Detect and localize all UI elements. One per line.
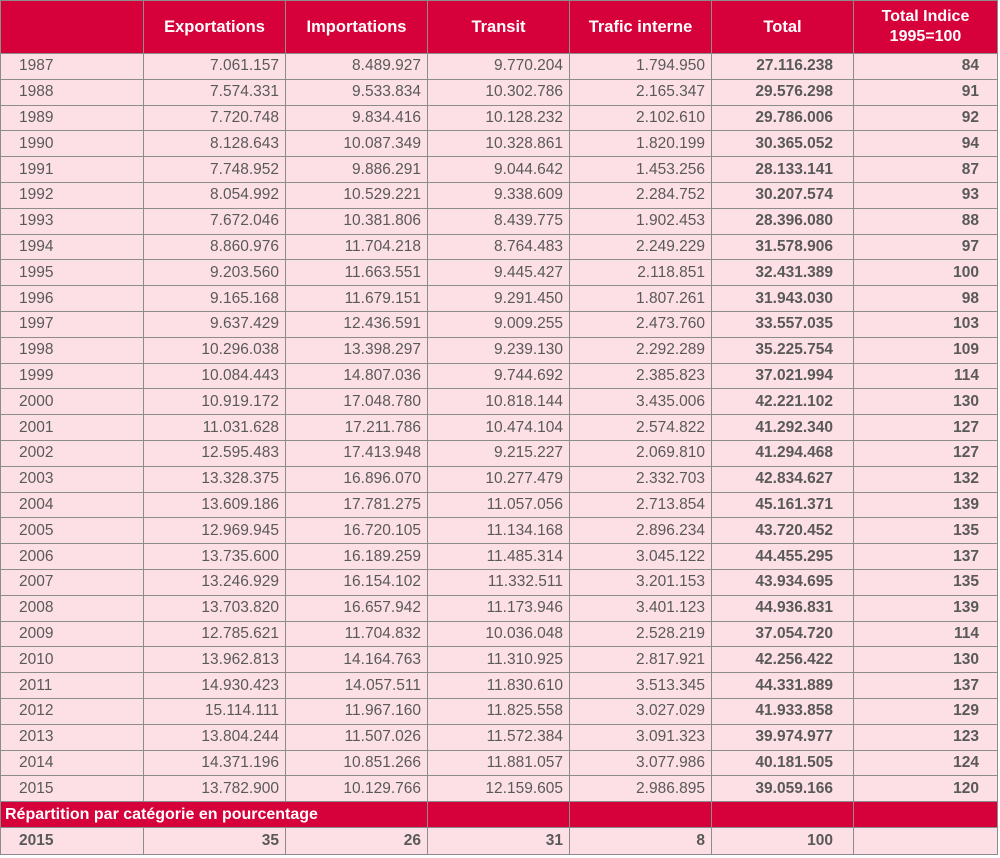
table-row xyxy=(1,79,998,105)
row-total-index-cell: 124 xyxy=(854,750,998,776)
table-row xyxy=(1,157,998,183)
row-imports-cell: 17.048.780 xyxy=(286,389,428,415)
table-row xyxy=(1,673,998,699)
row-imports-cell: 11.967.160 xyxy=(286,698,428,724)
row-total-cell: 44.936.831 xyxy=(712,595,854,621)
row-total-cell: 35.225.754 xyxy=(712,337,854,363)
row-year-cell: 2002 xyxy=(1,440,144,466)
row-exports-cell: 13.962.813 xyxy=(144,647,286,673)
row-transit-cell: 11.134.168 xyxy=(428,518,570,544)
row-total-index-cell: 139 xyxy=(854,492,998,518)
row-internal-traffic-cell: 2.817.921 xyxy=(570,647,712,673)
row-exports-cell: 13.782.900 xyxy=(144,776,286,802)
row-total-cell: 33.557.035 xyxy=(712,311,854,337)
row-total-cell: 30.207.574 xyxy=(712,182,854,208)
row-year-cell: 2005 xyxy=(1,518,144,544)
percent-index-cell xyxy=(854,828,998,855)
row-total-index-cell: 129 xyxy=(854,698,998,724)
row-imports-cell: 11.679.151 xyxy=(286,286,428,312)
row-internal-traffic-cell: 2.528.219 xyxy=(570,621,712,647)
row-transit-cell: 9.445.427 xyxy=(428,260,570,286)
row-transit-cell: 11.830.610 xyxy=(428,673,570,699)
table-body xyxy=(1,54,998,855)
row-internal-traffic-cell: 2.896.234 xyxy=(570,518,712,544)
row-total-cell: 39.974.977 xyxy=(712,724,854,750)
row-exports-cell: 8.860.976 xyxy=(144,234,286,260)
row-internal-traffic-cell: 2.713.854 xyxy=(570,492,712,518)
row-total-index-cell: 98 xyxy=(854,286,998,312)
header-total-index xyxy=(854,1,998,54)
table-row xyxy=(1,260,998,286)
row-internal-traffic-cell: 3.077.986 xyxy=(570,750,712,776)
row-year-cell: 2012 xyxy=(1,698,144,724)
section-empty-cell xyxy=(712,802,854,828)
table-row xyxy=(1,234,998,260)
header-transit: Transit xyxy=(428,1,570,54)
row-total-index-cell: 139 xyxy=(854,595,998,621)
row-total-index-cell: 103 xyxy=(854,311,998,337)
row-total-index-cell: 123 xyxy=(854,724,998,750)
row-transit-cell: 10.474.104 xyxy=(428,415,570,441)
row-total-index-cell: 135 xyxy=(854,569,998,595)
row-total-cell: 39.059.166 xyxy=(712,776,854,802)
row-internal-traffic-cell: 3.401.123 xyxy=(570,595,712,621)
row-transit-cell: 10.818.144 xyxy=(428,389,570,415)
row-total-cell: 30.365.052 xyxy=(712,131,854,157)
row-total-index-cell: 84 xyxy=(854,54,998,80)
table-row xyxy=(1,363,998,389)
row-exports-cell: 7.574.331 xyxy=(144,79,286,105)
row-total-cell: 31.578.906 xyxy=(712,234,854,260)
row-year-cell: 2011 xyxy=(1,673,144,699)
percent-transit-cell: 31 xyxy=(428,828,570,855)
row-total-index-cell: 120 xyxy=(854,776,998,802)
row-exports-cell: 15.114.111 xyxy=(144,698,286,724)
row-total-index-cell: 91 xyxy=(854,79,998,105)
header-internal-traffic: Trafic interne xyxy=(570,1,712,54)
row-transit-cell: 9.744.692 xyxy=(428,363,570,389)
row-internal-traffic-cell: 2.284.752 xyxy=(570,182,712,208)
row-total-cell: 44.331.889 xyxy=(712,673,854,699)
row-year-cell: 2006 xyxy=(1,544,144,570)
row-total-cell: 41.933.858 xyxy=(712,698,854,724)
table-row xyxy=(1,131,998,157)
row-total-index-cell: 135 xyxy=(854,518,998,544)
row-transit-cell: 8.439.775 xyxy=(428,208,570,234)
row-year-cell: 1988 xyxy=(1,79,144,105)
row-exports-cell: 10.084.443 xyxy=(144,363,286,389)
row-transit-cell: 10.036.048 xyxy=(428,621,570,647)
row-total-index-cell: 92 xyxy=(854,105,998,131)
row-transit-cell: 10.302.786 xyxy=(428,79,570,105)
row-total-index-cell: 109 xyxy=(854,337,998,363)
row-exports-cell: 9.637.429 xyxy=(144,311,286,337)
table-row xyxy=(1,440,998,466)
row-total-cell: 29.576.298 xyxy=(712,79,854,105)
row-total-cell: 27.116.238 xyxy=(712,54,854,80)
row-year-cell: 2009 xyxy=(1,621,144,647)
row-imports-cell: 10.381.806 xyxy=(286,208,428,234)
row-year-cell: 2003 xyxy=(1,466,144,492)
row-transit-cell: 11.485.314 xyxy=(428,544,570,570)
row-total-cell: 31.943.030 xyxy=(712,286,854,312)
row-transit-cell: 9.009.255 xyxy=(428,311,570,337)
row-year-cell: 2010 xyxy=(1,647,144,673)
row-total-index-cell: 130 xyxy=(854,647,998,673)
section-empty-cell xyxy=(854,802,998,828)
table-row xyxy=(1,776,998,802)
row-imports-cell: 16.154.102 xyxy=(286,569,428,595)
percent-row xyxy=(1,828,998,855)
row-total-index-cell: 114 xyxy=(854,621,998,647)
row-transit-cell: 10.328.861 xyxy=(428,131,570,157)
header-imports: Importations xyxy=(286,1,428,54)
row-exports-cell: 8.128.643 xyxy=(144,131,286,157)
row-total-cell: 43.934.695 xyxy=(712,569,854,595)
row-imports-cell: 11.663.551 xyxy=(286,260,428,286)
row-exports-cell: 7.748.952 xyxy=(144,157,286,183)
row-exports-cell: 9.203.560 xyxy=(144,260,286,286)
row-year-cell: 2008 xyxy=(1,595,144,621)
row-total-cell: 29.786.006 xyxy=(712,105,854,131)
row-transit-cell: 12.159.605 xyxy=(428,776,570,802)
table-row xyxy=(1,595,998,621)
row-exports-cell: 12.785.621 xyxy=(144,621,286,647)
row-total-index-cell: 137 xyxy=(854,673,998,699)
row-exports-cell: 13.804.244 xyxy=(144,724,286,750)
row-internal-traffic-cell: 1.820.199 xyxy=(570,131,712,157)
percent-exports-cell: 35 xyxy=(144,828,286,855)
row-year-cell: 1999 xyxy=(1,363,144,389)
header-total-index-line2: 1995=100 xyxy=(889,28,962,45)
row-transit-cell: 8.764.483 xyxy=(428,234,570,260)
row-internal-traffic-cell: 2.069.810 xyxy=(570,440,712,466)
row-exports-cell: 7.720.748 xyxy=(144,105,286,131)
row-imports-cell: 17.211.786 xyxy=(286,415,428,441)
row-transit-cell: 9.338.609 xyxy=(428,182,570,208)
row-exports-cell: 14.371.196 xyxy=(144,750,286,776)
row-imports-cell: 9.886.291 xyxy=(286,157,428,183)
row-internal-traffic-cell: 3.027.029 xyxy=(570,698,712,724)
row-internal-traffic-cell: 1.807.261 xyxy=(570,286,712,312)
table-row xyxy=(1,621,998,647)
row-imports-cell: 16.189.259 xyxy=(286,544,428,570)
row-transit-cell: 11.310.925 xyxy=(428,647,570,673)
row-transit-cell: 11.332.511 xyxy=(428,569,570,595)
row-transit-cell: 9.044.642 xyxy=(428,157,570,183)
row-year-cell: 2007 xyxy=(1,569,144,595)
row-imports-cell: 11.704.218 xyxy=(286,234,428,260)
row-transit-cell: 11.572.384 xyxy=(428,724,570,750)
row-internal-traffic-cell: 1.902.453 xyxy=(570,208,712,234)
table-row xyxy=(1,337,998,363)
table-row xyxy=(1,415,998,441)
row-imports-cell: 10.851.266 xyxy=(286,750,428,776)
row-total-index-cell: 88 xyxy=(854,208,998,234)
row-year-cell: 1997 xyxy=(1,311,144,337)
row-year-cell: 2013 xyxy=(1,724,144,750)
row-transit-cell: 10.277.479 xyxy=(428,466,570,492)
table-row xyxy=(1,389,998,415)
row-year-cell: 1993 xyxy=(1,208,144,234)
row-internal-traffic-cell: 2.385.823 xyxy=(570,363,712,389)
row-exports-cell: 12.969.945 xyxy=(144,518,286,544)
row-imports-cell: 10.087.349 xyxy=(286,131,428,157)
row-year-cell: 2001 xyxy=(1,415,144,441)
header-total-index-line1: Total Indice xyxy=(881,8,970,25)
row-exports-cell: 7.061.157 xyxy=(144,54,286,80)
row-transit-cell: 9.770.204 xyxy=(428,54,570,80)
row-total-index-cell: 94 xyxy=(854,131,998,157)
row-internal-traffic-cell: 1.453.256 xyxy=(570,157,712,183)
row-total-cell: 42.221.102 xyxy=(712,389,854,415)
table-row xyxy=(1,724,998,750)
row-internal-traffic-cell: 3.435.006 xyxy=(570,389,712,415)
percent-internal-traffic-cell: 8 xyxy=(570,828,712,855)
row-exports-cell: 12.595.483 xyxy=(144,440,286,466)
row-year-cell: 1990 xyxy=(1,131,144,157)
row-year-cell: 2004 xyxy=(1,492,144,518)
row-imports-cell: 11.507.026 xyxy=(286,724,428,750)
row-exports-cell: 14.930.423 xyxy=(144,673,286,699)
table-row xyxy=(1,647,998,673)
row-exports-cell: 13.246.929 xyxy=(144,569,286,595)
row-imports-cell: 9.533.834 xyxy=(286,79,428,105)
row-total-index-cell: 130 xyxy=(854,389,998,415)
row-year-cell: 2000 xyxy=(1,389,144,415)
row-transit-cell: 10.128.232 xyxy=(428,105,570,131)
table-row xyxy=(1,750,998,776)
row-total-cell: 32.431.389 xyxy=(712,260,854,286)
table-row xyxy=(1,286,998,312)
row-internal-traffic-cell: 3.091.323 xyxy=(570,724,712,750)
row-imports-cell: 16.657.942 xyxy=(286,595,428,621)
section-row xyxy=(1,802,998,828)
row-imports-cell: 10.129.766 xyxy=(286,776,428,802)
row-total-cell: 37.054.720 xyxy=(712,621,854,647)
row-total-index-cell: 97 xyxy=(854,234,998,260)
row-internal-traffic-cell: 2.165.347 xyxy=(570,79,712,105)
table-row xyxy=(1,518,998,544)
row-imports-cell: 16.896.070 xyxy=(286,466,428,492)
row-imports-cell: 14.164.763 xyxy=(286,647,428,673)
section-label: Répartition par catégorie en pourcentage xyxy=(1,802,428,828)
row-total-index-cell: 127 xyxy=(854,415,998,441)
row-exports-cell: 10.296.038 xyxy=(144,337,286,363)
row-total-cell: 42.834.627 xyxy=(712,466,854,492)
table-row xyxy=(1,208,998,234)
row-year-cell: 1989 xyxy=(1,105,144,131)
row-year-cell: 1992 xyxy=(1,182,144,208)
row-transit-cell: 11.881.057 xyxy=(428,750,570,776)
table-row xyxy=(1,544,998,570)
row-internal-traffic-cell: 2.574.822 xyxy=(570,415,712,441)
row-imports-cell: 10.529.221 xyxy=(286,182,428,208)
row-total-index-cell: 127 xyxy=(854,440,998,466)
table-row xyxy=(1,105,998,131)
row-exports-cell: 10.919.172 xyxy=(144,389,286,415)
row-total-cell: 43.720.452 xyxy=(712,518,854,544)
section-empty-cell xyxy=(428,802,570,828)
row-exports-cell: 13.328.375 xyxy=(144,466,286,492)
row-total-cell: 44.455.295 xyxy=(712,544,854,570)
row-year-cell: 2014 xyxy=(1,750,144,776)
row-imports-cell: 14.807.036 xyxy=(286,363,428,389)
row-total-index-cell: 93 xyxy=(854,182,998,208)
row-year-cell: 1996 xyxy=(1,286,144,312)
row-total-cell: 42.256.422 xyxy=(712,647,854,673)
table-row xyxy=(1,311,998,337)
row-imports-cell: 11.704.832 xyxy=(286,621,428,647)
row-internal-traffic-cell: 3.513.345 xyxy=(570,673,712,699)
row-exports-cell: 8.054.992 xyxy=(144,182,286,208)
row-transit-cell: 9.239.130 xyxy=(428,337,570,363)
row-total-cell: 41.292.340 xyxy=(712,415,854,441)
row-total-index-cell: 137 xyxy=(854,544,998,570)
row-total-cell: 40.181.505 xyxy=(712,750,854,776)
row-imports-cell: 14.057.511 xyxy=(286,673,428,699)
row-total-cell: 28.396.080 xyxy=(712,208,854,234)
percent-total-cell: 100 xyxy=(712,828,854,855)
row-year-cell: 2015 xyxy=(1,776,144,802)
row-imports-cell: 16.720.105 xyxy=(286,518,428,544)
row-total-index-cell: 132 xyxy=(854,466,998,492)
table-row xyxy=(1,698,998,724)
row-exports-cell: 13.609.186 xyxy=(144,492,286,518)
table-row xyxy=(1,492,998,518)
percent-year-cell: 2015 xyxy=(1,828,144,855)
row-exports-cell: 11.031.628 xyxy=(144,415,286,441)
row-imports-cell: 13.398.297 xyxy=(286,337,428,363)
row-internal-traffic-cell: 2.332.703 xyxy=(570,466,712,492)
row-exports-cell: 13.735.600 xyxy=(144,544,286,570)
header-exports: Exportations xyxy=(144,1,286,54)
row-internal-traffic-cell: 1.794.950 xyxy=(570,54,712,80)
row-transit-cell: 9.215.227 xyxy=(428,440,570,466)
row-exports-cell: 13.703.820 xyxy=(144,595,286,621)
row-year-cell: 1991 xyxy=(1,157,144,183)
percent-imports-cell: 26 xyxy=(286,828,428,855)
table-row xyxy=(1,466,998,492)
row-internal-traffic-cell: 2.292.289 xyxy=(570,337,712,363)
row-total-index-cell: 100 xyxy=(854,260,998,286)
row-internal-traffic-cell: 3.045.122 xyxy=(570,544,712,570)
table-row xyxy=(1,54,998,80)
row-internal-traffic-cell: 2.473.760 xyxy=(570,311,712,337)
row-total-index-cell: 114 xyxy=(854,363,998,389)
row-imports-cell: 17.781.275 xyxy=(286,492,428,518)
header-row xyxy=(1,1,998,54)
row-transit-cell: 9.291.450 xyxy=(428,286,570,312)
row-imports-cell: 8.489.927 xyxy=(286,54,428,80)
row-imports-cell: 17.413.948 xyxy=(286,440,428,466)
row-transit-cell: 11.825.558 xyxy=(428,698,570,724)
row-year-cell: 1987 xyxy=(1,54,144,80)
row-year-cell: 1998 xyxy=(1,337,144,363)
row-year-cell: 1994 xyxy=(1,234,144,260)
row-internal-traffic-cell: 2.986.895 xyxy=(570,776,712,802)
row-internal-traffic-cell: 2.249.229 xyxy=(570,234,712,260)
table-row xyxy=(1,182,998,208)
row-year-cell: 1995 xyxy=(1,260,144,286)
row-total-cell: 28.133.141 xyxy=(712,157,854,183)
row-total-cell: 41.294.468 xyxy=(712,440,854,466)
row-total-cell: 37.021.994 xyxy=(712,363,854,389)
row-exports-cell: 9.165.168 xyxy=(144,286,286,312)
row-exports-cell: 7.672.046 xyxy=(144,208,286,234)
row-internal-traffic-cell: 3.201.153 xyxy=(570,569,712,595)
row-internal-traffic-cell: 2.118.851 xyxy=(570,260,712,286)
row-imports-cell: 9.834.416 xyxy=(286,105,428,131)
row-total-cell: 45.161.371 xyxy=(712,492,854,518)
table-row xyxy=(1,569,998,595)
section-empty-cell xyxy=(570,802,712,828)
header-year xyxy=(1,1,144,54)
row-internal-traffic-cell: 2.102.610 xyxy=(570,105,712,131)
row-transit-cell: 11.057.056 xyxy=(428,492,570,518)
row-imports-cell: 12.436.591 xyxy=(286,311,428,337)
row-total-index-cell: 87 xyxy=(854,157,998,183)
header-total: Total xyxy=(712,1,854,54)
row-transit-cell: 11.173.946 xyxy=(428,595,570,621)
